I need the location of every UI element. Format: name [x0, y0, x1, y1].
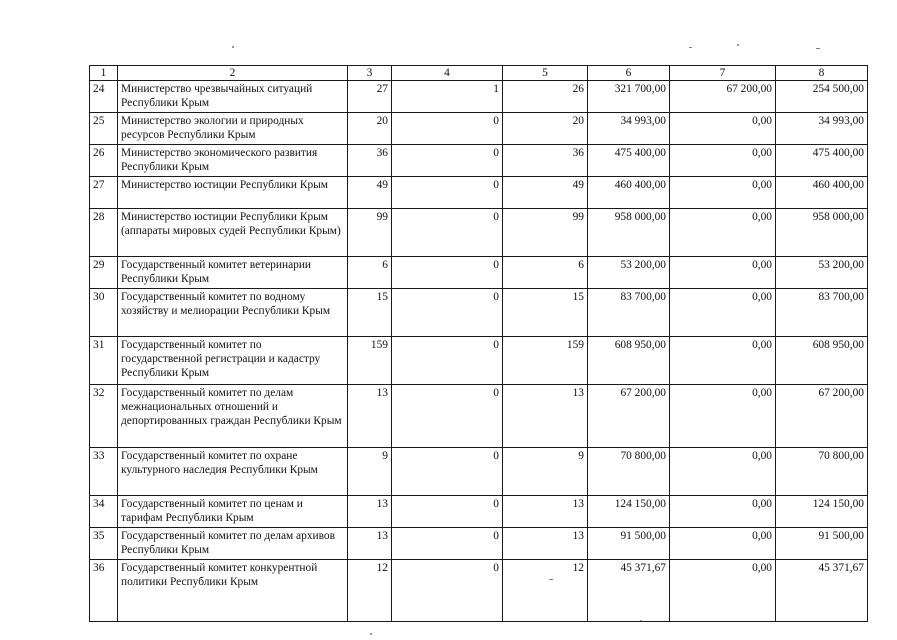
cell-col-3: 49 [348, 177, 392, 209]
column-header: 3 [348, 66, 392, 81]
cell-col-8: 124 150,00 [776, 496, 868, 528]
cell-col-6: 124 150,00 [588, 496, 670, 528]
table-row [90, 257, 868, 289]
cell-col-8: 53 200,00 [776, 257, 868, 289]
cell-col-7: 67 200,00 [670, 81, 776, 113]
cell-col-8: 254 500,00 [776, 81, 868, 113]
organization-name: Министерство чрезвычайных ситуаций Республики Крым [118, 81, 348, 113]
cell-col-3: 27 [348, 81, 392, 113]
scan-speck [816, 48, 820, 49]
cell-col-8: 460 400,00 [776, 177, 868, 209]
cell-col-4: 0 [392, 257, 503, 289]
cell-col-8: 475 400,00 [776, 145, 868, 177]
cell-col-5: 99 [503, 209, 588, 257]
table-row [90, 289, 868, 337]
cell-col-5: 13 [503, 528, 588, 560]
scan-speck [689, 47, 692, 48]
cell-col-5: 49 [503, 177, 588, 209]
cell-col-4: 0 [392, 209, 503, 257]
cell-col-7: 0,00 [670, 528, 776, 560]
cell-col-5: 26 [503, 81, 588, 113]
cell-col-3: 13 [348, 496, 392, 528]
cell-col-3: 15 [348, 289, 392, 337]
organization-name: Государственный комитет по делам архивов Республики Крым [118, 528, 348, 560]
table-row [90, 496, 868, 528]
cell-col-6: 475 400,00 [588, 145, 670, 177]
cell-col-7: 0,00 [670, 496, 776, 528]
scan-speck [737, 44, 739, 46]
cell-col-7: 0,00 [670, 289, 776, 337]
table-row [90, 560, 868, 622]
cell-col-8: 70 800,00 [776, 448, 868, 496]
cell-col-8: 67 200,00 [776, 385, 868, 448]
cell-col-5: 6 [503, 257, 588, 289]
cell-col-6: 67 200,00 [588, 385, 670, 448]
column-header: 7 [670, 66, 776, 81]
table-row [90, 145, 868, 177]
cell-col-6: 53 200,00 [588, 257, 670, 289]
organization-name: Министерство экологии и природных ресурсов Республики Крым [118, 113, 348, 145]
cell-col-4: 0 [392, 385, 503, 448]
cell-col-6: 608 950,00 [588, 337, 670, 385]
cell-col-3: 9 [348, 448, 392, 496]
table-row [90, 113, 868, 145]
row-number: 36 [90, 560, 118, 622]
cell-col-5: 12 [503, 560, 588, 622]
column-header-row [90, 66, 868, 81]
cell-col-6: 70 800,00 [588, 448, 670, 496]
table-row [90, 385, 868, 448]
cell-col-3: 6 [348, 257, 392, 289]
cell-col-8: 958 000,00 [776, 209, 868, 257]
row-number: 26 [90, 145, 118, 177]
cell-col-4: 0 [392, 289, 503, 337]
row-number: 32 [90, 385, 118, 448]
row-number: 33 [90, 448, 118, 496]
organization-name: Государственный комитет по ценам и тарифам Республики Крым [118, 496, 348, 528]
cell-col-3: 99 [348, 209, 392, 257]
row-number: 34 [90, 496, 118, 528]
cell-col-6: 958 000,00 [588, 209, 670, 257]
table-row [90, 528, 868, 560]
cell-col-4: 0 [392, 528, 503, 560]
scan-speck [370, 633, 372, 635]
cell-col-3: 36 [348, 145, 392, 177]
row-number: 30 [90, 289, 118, 337]
column-header: 4 [392, 66, 503, 81]
cell-col-7: 0,00 [670, 113, 776, 145]
cell-col-6: 83 700,00 [588, 289, 670, 337]
cell-col-5: 159 [503, 337, 588, 385]
organization-name: Министерство юстиции Республики Крым (аппараты мировых судей Республики Крым) [118, 209, 348, 257]
cell-col-6: 321 700,00 [588, 81, 670, 113]
cell-col-4: 0 [392, 496, 503, 528]
row-number: 24 [90, 81, 118, 113]
cell-col-5: 9 [503, 448, 588, 496]
scan-speck [232, 46, 234, 48]
cell-col-3: 159 [348, 337, 392, 385]
cell-col-3: 20 [348, 113, 392, 145]
cell-col-5: 20 [503, 113, 588, 145]
cell-col-7: 0,00 [670, 385, 776, 448]
cell-col-4: 1 [392, 81, 503, 113]
table-row [90, 337, 868, 385]
row-number: 25 [90, 113, 118, 145]
cell-col-6: 45 371,67 [588, 560, 670, 622]
cell-col-7: 0,00 [670, 560, 776, 622]
organization-name: Государственный комитет по делам межнациональных отношений и депортированных граждан Республики Крым [118, 385, 348, 448]
cell-col-7: 0,00 [670, 209, 776, 257]
cell-col-4: 0 [392, 337, 503, 385]
cell-col-4: 0 [392, 177, 503, 209]
cell-col-3: 13 [348, 528, 392, 560]
table-row [90, 177, 868, 209]
cell-col-6: 91 500,00 [588, 528, 670, 560]
cell-col-4: 0 [392, 145, 503, 177]
cell-col-4: 0 [392, 448, 503, 496]
cell-col-6: 460 400,00 [588, 177, 670, 209]
column-header: 6 [588, 66, 670, 81]
organization-name: Государственный комитет по водному хозяйству и мелиорации Республики Крым [118, 289, 348, 337]
cell-col-3: 12 [348, 560, 392, 622]
cell-col-8: 34 993,00 [776, 113, 868, 145]
cell-col-7: 0,00 [670, 177, 776, 209]
row-number: 29 [90, 257, 118, 289]
cell-col-7: 0,00 [670, 337, 776, 385]
cell-col-7: 0,00 [670, 257, 776, 289]
organization-name: Государственный комитет ветеринарии Республики Крым [118, 257, 348, 289]
appropriations-table [89, 65, 868, 622]
organization-name: Государственный комитет по государственной регистрации и кадастру Республики Крым [118, 337, 348, 385]
cell-col-8: 83 700,00 [776, 289, 868, 337]
row-number: 35 [90, 528, 118, 560]
cell-col-5: 13 [503, 385, 588, 448]
cell-col-3: 13 [348, 385, 392, 448]
column-header: 1 [90, 66, 118, 81]
cell-col-5: 13 [503, 496, 588, 528]
column-header: 5 [503, 66, 588, 81]
row-number: 27 [90, 177, 118, 209]
organization-name: Министерство экономического развития Республики Крым [118, 145, 348, 177]
cell-col-8: 608 950,00 [776, 337, 868, 385]
organization-name: Государственный комитет по охране культурного наследия Республики Крым [118, 448, 348, 496]
cell-col-7: 0,00 [670, 145, 776, 177]
table-body [90, 66, 868, 622]
cell-col-8: 45 371,67 [776, 560, 868, 622]
table-row [90, 448, 868, 496]
organization-name: Министерство юстиции Республики Крым [118, 177, 348, 209]
table-row [90, 81, 868, 113]
row-number: 28 [90, 209, 118, 257]
row-number: 31 [90, 337, 118, 385]
column-header: 8 [776, 66, 868, 81]
cell-col-8: 91 500,00 [776, 528, 868, 560]
cell-col-5: 15 [503, 289, 588, 337]
column-header: 2 [118, 66, 348, 81]
table-row [90, 209, 868, 257]
cell-col-7: 0,00 [670, 448, 776, 496]
cell-col-6: 34 993,00 [588, 113, 670, 145]
cell-col-5: 36 [503, 145, 588, 177]
cell-col-4: 0 [392, 560, 503, 622]
cell-col-4: 0 [392, 113, 503, 145]
organization-name: Государственный комитет конкурентной политики Республики Крым [118, 560, 348, 622]
